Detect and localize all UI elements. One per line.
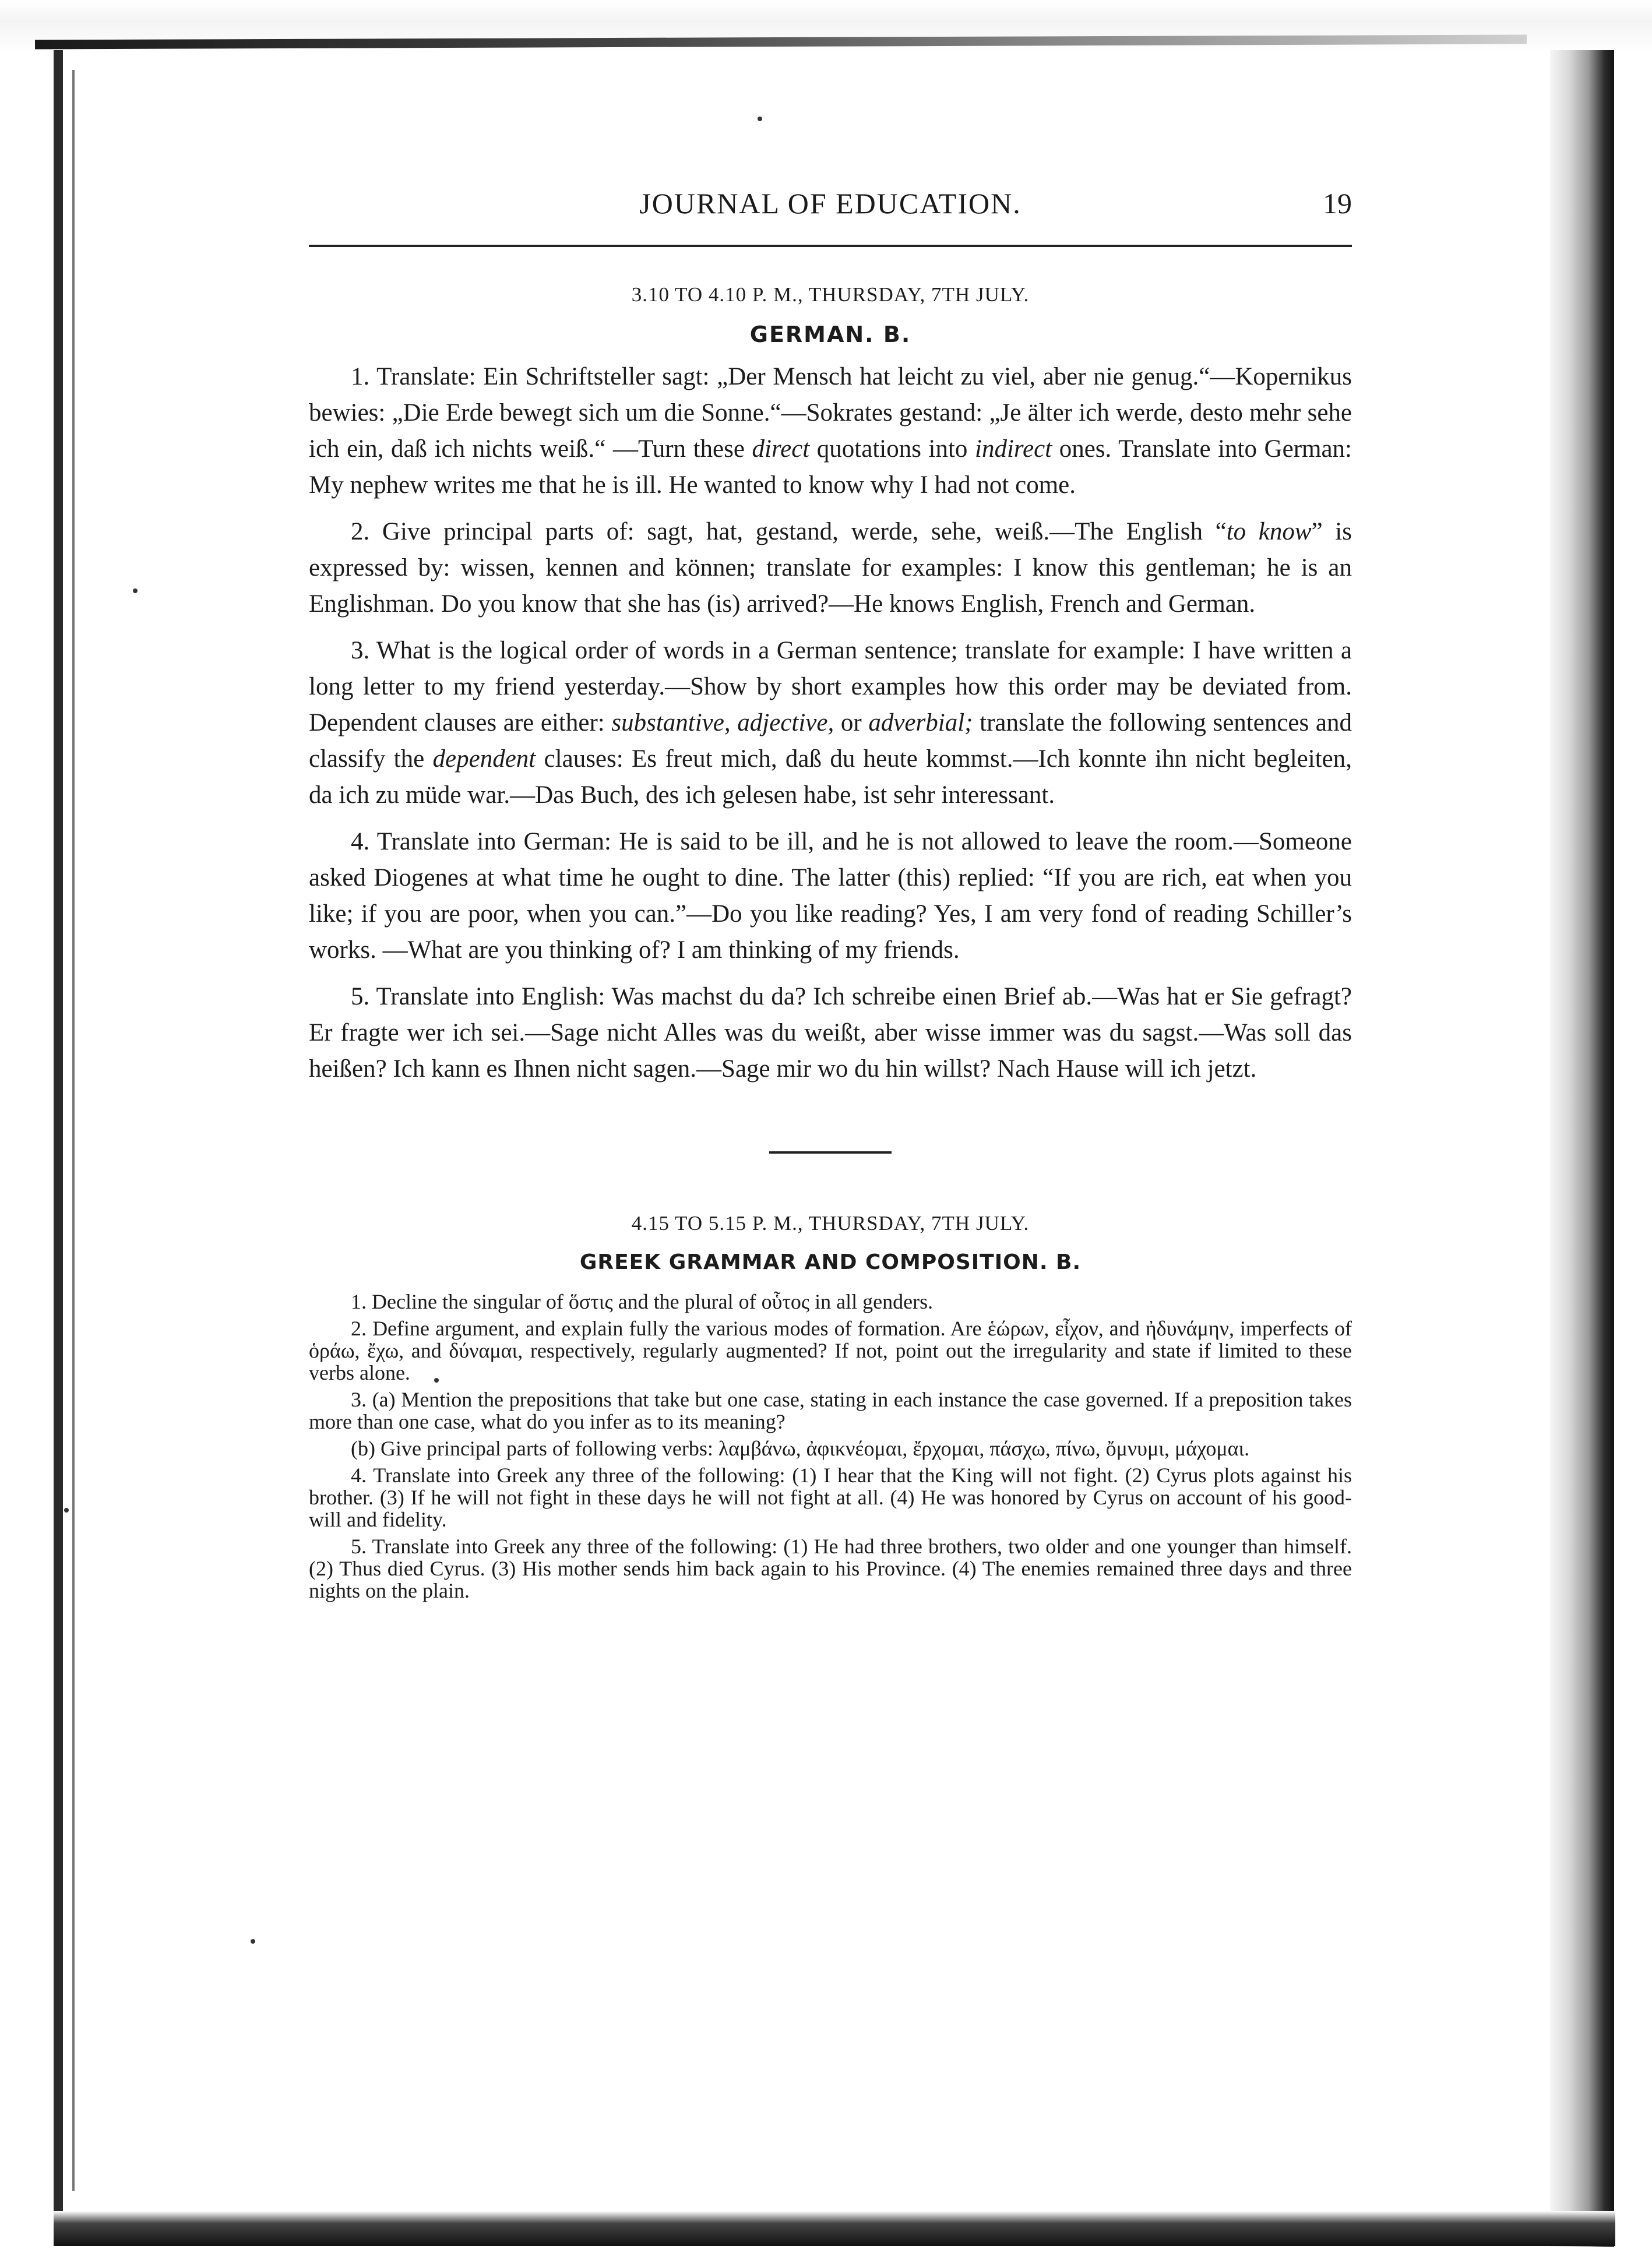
greek-exam-time: 4.15 TO 5.15 P. M., THURSDAY, 7TH JULY.	[631, 1212, 1030, 1235]
question-text: clauses: Es freut mich, daß du heute kommst.—Ich konnte ihn nicht begleiten, da ich zu müde war.—Das Buch, des ich gelesen habe, ist sehr interessant.	[309, 745, 1352, 809]
greek-question-5	[309, 1535, 1352, 1602]
german-section	[309, 283, 1352, 1087]
german-exam-subject: GERMAN. B.	[749, 322, 911, 347]
page-number: 19	[1323, 187, 1352, 220]
question-number: 4.	[351, 1464, 367, 1487]
question-emphasis: adverbial;	[868, 709, 973, 736]
question-text: Translate into English: Was machst du da? Ich schreibe einen Brief ab.—Was hat er Sie gefragt? Er fragte wer ich sei.—Sage nicht Alles was du weißt, aber wisse immer was du sagst.—Was soll das heißen? Ich kann es Ihnen nicht sagen.—Sage mir wo du hin willst? Nach Hause will ich jetzt.	[309, 983, 1352, 1083]
question-text: ones. Translate into German: My nephew writes me that he is ill. He wanted to know why I had not come.	[309, 435, 1352, 499]
journal-title: JOURNAL OF EDUCATION.	[639, 187, 1022, 220]
question-emphasis: indirect	[975, 435, 1052, 463]
german-exam-time: 3.10 TO 4.10 P. M., THURSDAY, 7TH JULY.	[631, 283, 1030, 306]
greek-question-3b	[309, 1437, 1352, 1460]
question-number: 2.	[351, 518, 370, 545]
question-emphasis: substantive, adjective,	[611, 709, 834, 736]
question-emphasis: dependent	[432, 745, 536, 773]
scan-edge-right	[1550, 50, 1614, 2247]
greek-section	[309, 1212, 1352, 1602]
scan-edge-left	[54, 50, 63, 2235]
greek-question-1	[309, 1291, 1352, 1313]
greek-question-3a	[309, 1388, 1352, 1433]
scan-speck	[758, 117, 762, 121]
question-text: Give principal parts of: sagt, hat, gestand, werde, sehe, weiß.—The English “	[382, 518, 1227, 545]
question-number: 2.	[351, 1317, 367, 1340]
question-number: 1.	[351, 1290, 367, 1313]
question-text: Translate into Greek any three of the following: (1) He had three brothers, two older and one younger than himself. (2) Thus died Cyrus. (3) His mother sends him back again to his Province. (4) The enemies remained three days and three nights on the plain.	[309, 1535, 1352, 1602]
document-page	[309, 175, 1352, 2016]
question-emphasis: to know	[1226, 518, 1312, 545]
scan-speck	[251, 1939, 255, 1944]
question-text: quotations into	[809, 435, 975, 463]
greek-exam-subject: GREEK GRAMMAR AND COMPOSITION. B.	[579, 1250, 1082, 1274]
question-number: 1.	[351, 363, 370, 390]
question-text: Translate into Greek any three of the following: (1) I hear that the King will not fight. (2) Cyrus plots against his brother. (3) If he will not fight in these days he will not fight at all. (4) He was honored by Cyrus on account of his good-will and fidelity.	[309, 1464, 1352, 1531]
question-number: 5.	[351, 983, 370, 1010]
german-question-4	[309, 824, 1352, 968]
question-number: 5.	[351, 1535, 367, 1558]
german-question-2	[309, 514, 1352, 622]
header-rule	[309, 245, 1352, 247]
german-question-3	[309, 633, 1352, 813]
question-text: ” is expressed by: wissen, kennen and können; translate for examples: I know this gentleman; he is an Englishman. Do you know that she has (is) arrived?—He knows English, French and German.	[309, 518, 1352, 618]
question-text: Decline the singular of ὅστις and the plural of οὗτος in all genders.	[372, 1290, 934, 1313]
scan-edge-bottom	[54, 2211, 1615, 2246]
question-text: or	[834, 709, 869, 736]
scan-speck	[133, 588, 138, 593]
question-text: (a) Mention the prepositions that take but one case, stating in each instance the case governed. If a preposition takes more than one case, what do you infer as to its meaning?	[309, 1388, 1352, 1433]
question-text: Translate: Ein Schriftsteller sagt: „Der Mensch hat leicht zu viel, aber nie genug.“—Kopernikus bewies: „Die Erde bewegt sich um die Sonne.“—Sokrates gestand: „Je älter ich werde, desto mehr sehe ich ein, daß ich nichts weiß.“ —Turn these	[309, 363, 1352, 463]
question-text: (b) Give principal parts of following verbs: λαμβάνω, ἀφικνέομαι, ἔρχομαι, πάσχω, πίνω, ὄμνυμι, μάχομαι.	[351, 1437, 1250, 1460]
scan-speck	[64, 1508, 69, 1513]
question-text: translate the following sentences and classify the	[309, 709, 1352, 773]
scan-edge-left-thin	[72, 70, 75, 2191]
question-emphasis: direct	[752, 435, 810, 463]
question-number: 3.	[351, 1388, 367, 1411]
question-text: What is the logical order of words in a German sentence; translate for example: I have written a long letter to my friend yesterday.—Show by short examples how this order may be deviated from. Dependent clauses are either:	[309, 637, 1352, 736]
question-number: 3.	[351, 637, 370, 664]
greek-question-4	[309, 1464, 1352, 1531]
section-separator	[769, 1151, 892, 1154]
german-question-5	[309, 979, 1352, 1087]
question-number: 4.	[351, 828, 370, 855]
german-question-1	[309, 359, 1352, 503]
page-header	[309, 186, 1352, 240]
question-text: Translate into German: He is said to be ill, and he is not allowed to leave the room.—Someone asked Diogenes at what time he ought to dine. The latter (this) replied: “If you are rich, eat when you like; if you are poor, when you can.”—Do you like reading? Yes, I am very fond of reading Schiller’s works. —What are you thinking of? I am thinking of my friends.	[309, 828, 1352, 964]
greek-question-2	[309, 1317, 1352, 1384]
question-text: Define argument, and explain fully the various modes of formation. Are ἑώρων, εἶχον, and ἠδυνάμην, imperfects of ὁράω, ἔχω, and δύναμαι, respectively, regularly augmented? If not, point out the irregularity and state if limited to these verbs alone.	[309, 1317, 1352, 1384]
